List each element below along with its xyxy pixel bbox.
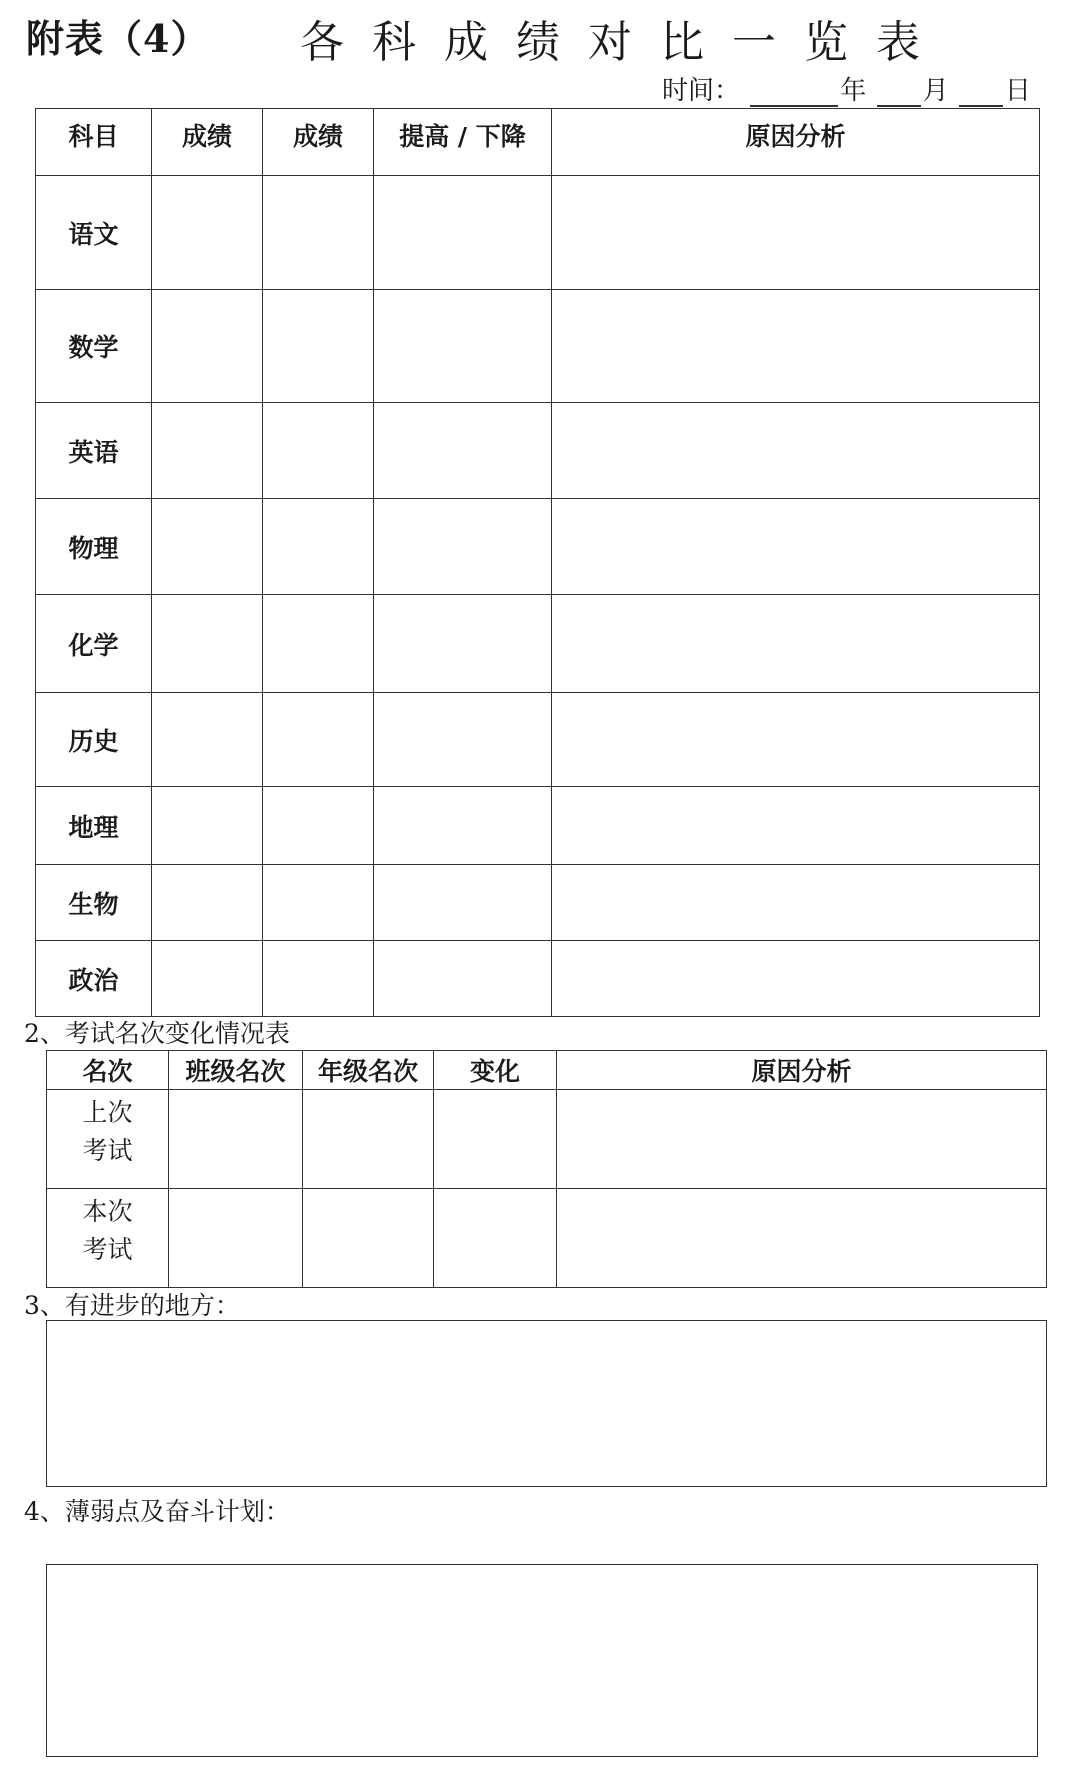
score-cell[interactable] <box>152 595 263 693</box>
reason-cell[interactable] <box>557 1090 1047 1189</box>
col-header-class-rank: 班级名次 <box>169 1051 303 1090</box>
page-title: 各科成绩对比一览表 <box>300 17 948 68</box>
progress-box[interactable] <box>46 1320 1047 1487</box>
change-cell[interactable] <box>374 693 552 787</box>
table-row <box>36 595 1040 693</box>
reason-cell[interactable] <box>557 1189 1047 1288</box>
col-header-reason: 原因分析 <box>557 1051 1047 1090</box>
table-row <box>36 176 1040 290</box>
score-cell[interactable] <box>263 499 374 595</box>
score-cell[interactable] <box>152 941 263 1017</box>
year-blank[interactable] <box>750 79 838 107</box>
change-cell[interactable] <box>374 176 552 290</box>
score-cell[interactable] <box>152 290 263 403</box>
appendix-label: 附表（4） <box>26 16 210 61</box>
progress-section-label: 3、有进步的地方： <box>24 1291 240 1320</box>
table-row <box>36 693 1040 787</box>
col-header-subject: 科目 <box>36 109 152 176</box>
score-cell[interactable] <box>263 941 374 1017</box>
date-prefix: 时间： <box>662 76 741 106</box>
col-header-grade-rank: 年级名次 <box>303 1051 434 1090</box>
score-cell[interactable] <box>152 499 263 595</box>
table-row <box>36 865 1040 941</box>
month-unit: 月 <box>922 76 949 106</box>
reason-cell[interactable] <box>552 865 1040 941</box>
weakness-section-label: 4、薄弱点及奋斗计划： <box>24 1497 290 1526</box>
score-cell[interactable] <box>152 176 263 290</box>
row-label-last-exam <box>47 1090 169 1189</box>
subject-cell: 化学 <box>36 595 152 693</box>
table-row <box>47 1189 1047 1288</box>
rank-change-table <box>46 1050 1047 1288</box>
reason-cell[interactable] <box>552 499 1040 595</box>
rank-section-label: 2、考试名次变化情况表 <box>24 1019 290 1048</box>
day-unit: 日 <box>1004 76 1031 106</box>
col-header-score-2: 成绩 <box>263 109 374 176</box>
row-label-this-exam <box>47 1189 169 1288</box>
subject-cell: 英语 <box>36 403 152 499</box>
change-cell[interactable] <box>434 1189 557 1288</box>
score-cell[interactable] <box>152 865 263 941</box>
subject-cell: 地理 <box>36 787 152 865</box>
change-cell[interactable] <box>374 290 552 403</box>
subject-cell: 历史 <box>36 693 152 787</box>
class-rank-cell[interactable] <box>169 1090 303 1189</box>
change-cell[interactable] <box>374 499 552 595</box>
row-label-line: 本次 <box>82 1197 133 1226</box>
subject-cell: 物理 <box>36 499 152 595</box>
subject-cell: 政治 <box>36 941 152 1017</box>
weakness-plan-box[interactable] <box>46 1564 1038 1757</box>
score-cell[interactable] <box>152 403 263 499</box>
subject-score-table <box>35 108 1040 1017</box>
col-header-rank: 名次 <box>47 1051 169 1090</box>
table-row <box>36 499 1040 595</box>
subject-cell: 数学 <box>36 290 152 403</box>
score-cell[interactable] <box>152 787 263 865</box>
change-cell[interactable] <box>434 1090 557 1189</box>
reason-cell[interactable] <box>552 176 1040 290</box>
subject-cell: 生物 <box>36 865 152 941</box>
col-header-change: 提高 / 下降 <box>374 109 552 176</box>
month-blank[interactable] <box>877 79 921 107</box>
score-cell[interactable] <box>263 693 374 787</box>
reason-cell[interactable] <box>552 693 1040 787</box>
score-cell[interactable] <box>263 595 374 693</box>
class-rank-cell[interactable] <box>169 1189 303 1288</box>
reason-cell[interactable] <box>552 787 1040 865</box>
change-cell[interactable] <box>374 787 552 865</box>
row-label-line: 上次 <box>82 1098 133 1127</box>
score-cell[interactable] <box>263 865 374 941</box>
score-cell[interactable] <box>263 176 374 290</box>
score-cell[interactable] <box>263 787 374 865</box>
reason-cell[interactable] <box>552 290 1040 403</box>
score-cell[interactable] <box>263 403 374 499</box>
change-cell[interactable] <box>374 403 552 499</box>
row-label-line: 考试 <box>82 1136 133 1165</box>
reason-cell[interactable] <box>552 403 1040 499</box>
table-row <box>47 1090 1047 1189</box>
table-header-row <box>47 1051 1047 1090</box>
change-cell[interactable] <box>374 595 552 693</box>
grade-rank-cell[interactable] <box>303 1189 434 1288</box>
date-line <box>662 70 1031 107</box>
table-row <box>36 787 1040 865</box>
year-unit: 年 <box>840 76 867 106</box>
reason-cell[interactable] <box>552 595 1040 693</box>
col-header-score-1: 成绩 <box>152 109 263 176</box>
col-header-reason: 原因分析 <box>552 109 1040 176</box>
table-row <box>36 941 1040 1017</box>
col-header-change: 变化 <box>434 1051 557 1090</box>
table-row <box>36 290 1040 403</box>
row-label-line: 考试 <box>82 1235 133 1264</box>
change-cell[interactable] <box>374 865 552 941</box>
table-row <box>36 403 1040 499</box>
day-blank[interactable] <box>959 79 1003 107</box>
table-header-row <box>36 109 1040 176</box>
grade-rank-cell[interactable] <box>303 1090 434 1189</box>
reason-cell[interactable] <box>552 941 1040 1017</box>
change-cell[interactable] <box>374 941 552 1017</box>
score-cell[interactable] <box>152 693 263 787</box>
score-cell[interactable] <box>263 290 374 403</box>
subject-cell: 语文 <box>36 176 152 290</box>
